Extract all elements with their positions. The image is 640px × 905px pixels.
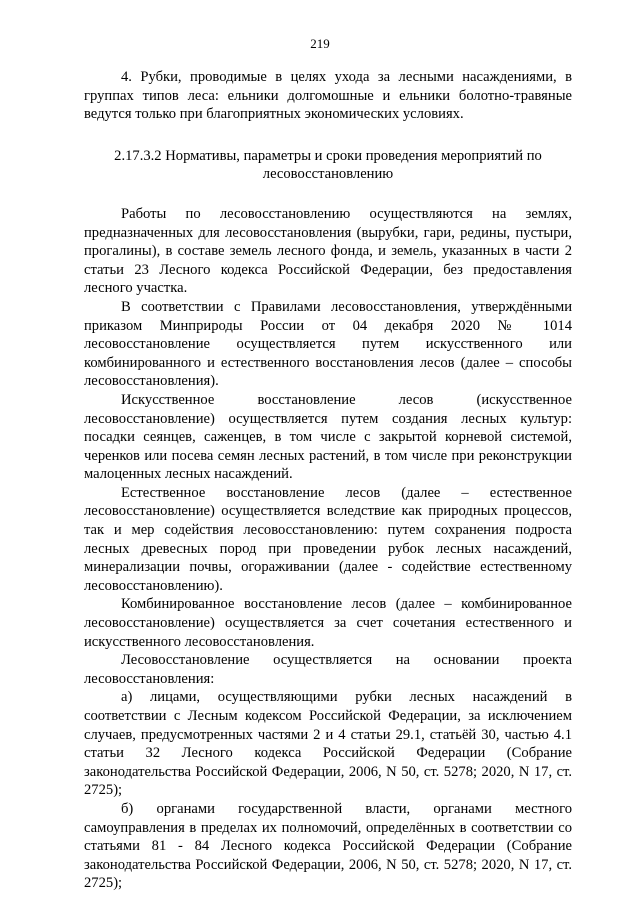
section-heading: 2.17.3.2 Нормативы, параметры и сроки проведения мероприятий по лесовосстановлению	[114, 147, 542, 183]
paragraph-project-basis: Лесовосстановление осуществляется на основании проекта лесовосстановления:	[84, 652, 572, 687]
paragraph-natural-reforestation: Естественное восстановление лесов (далее – естественное лесовосстановление) осуществляется вследствие как природных процессов, так и мер содействия лесовосстановлению: путем сохранения подроста лесных древесных пород при проведении рубок лесных насаждений, минерализации почвы, огораживании (далее - содействие естественному лесовосстановлению).	[84, 484, 572, 594]
paragraph-artificial-reforestation: Искусственное восстановление лесов (искусственное лесовосстановление) осуществляется путем создания лесных культур: посадки сеянцев, саженцев, в том числе с закрытой корневой системой, черенков или посева семян лесных растений, в том числе при реконструкции малоценных лесных насаждений.	[84, 391, 572, 483]
document-body	[84, 68, 572, 893]
paragraph-combined-reforestation: Комбинированное восстановление лесов (далее – комбинированное лесовосстановление) осуществляется за счет сочетания естественного и искусственного лесовосстановления.	[84, 596, 572, 650]
page-number: 219	[310, 36, 330, 51]
paragraph-reforestation-rules: В соответствии с Правилами лесовосстановления, утверждёнными приказом Минприроды России от 04 декабря 2020 № 1014 лесовосстановление осуществляется путем искусственного или комбинированного и естественного восстановления лесов (далее – способы лесовосстановления).	[84, 298, 572, 390]
intro-item-paragraph: 4. Рубки, проводимые в целях ухода за лесными насаждениями, в группах типов леса: ельники долгомошные и ельники болотно-травяные ведутся только при благоприятных экономических условиях.	[84, 69, 572, 123]
paragraph-reforestation-lands: Работы по лесовосстановлению осуществляются на землях, предназначенных для лесовосстановления (вырубки, гари, редины, пустыри, прогалины), в составе земель лесного фонда, и земель, указанных в части 2 статьи 23 Лесного кодекса Российской Федерации, без предоставления лесного участка.	[84, 205, 572, 297]
list-item-a: а) лицами, осуществляющими рубки лесных насаждений в соответствии с Лесным кодексом Российской Федерации, за исключением случаев, предусмотренных частями 2 и 4 статьи 29.1, статьёй 30, частью 4.1 статьи 32 Лесного кодекса Российской Федерации (Собрание законодательства Российской Федерации, 2006, N 50, ст. 5278; 2020, N 17, ст. 2725);	[84, 689, 572, 799]
list-item-b: б) органами государственной власти, органами местного самоуправления в пределах их полномочий, определённых в соответствии со статьями 81 - 84 Лесного кодекса Российской Федерации (Собрание законодательства Российской Федерации, 2006, N 50, ст. 5278; 2020, N 17, ст. 2725);	[84, 800, 572, 892]
